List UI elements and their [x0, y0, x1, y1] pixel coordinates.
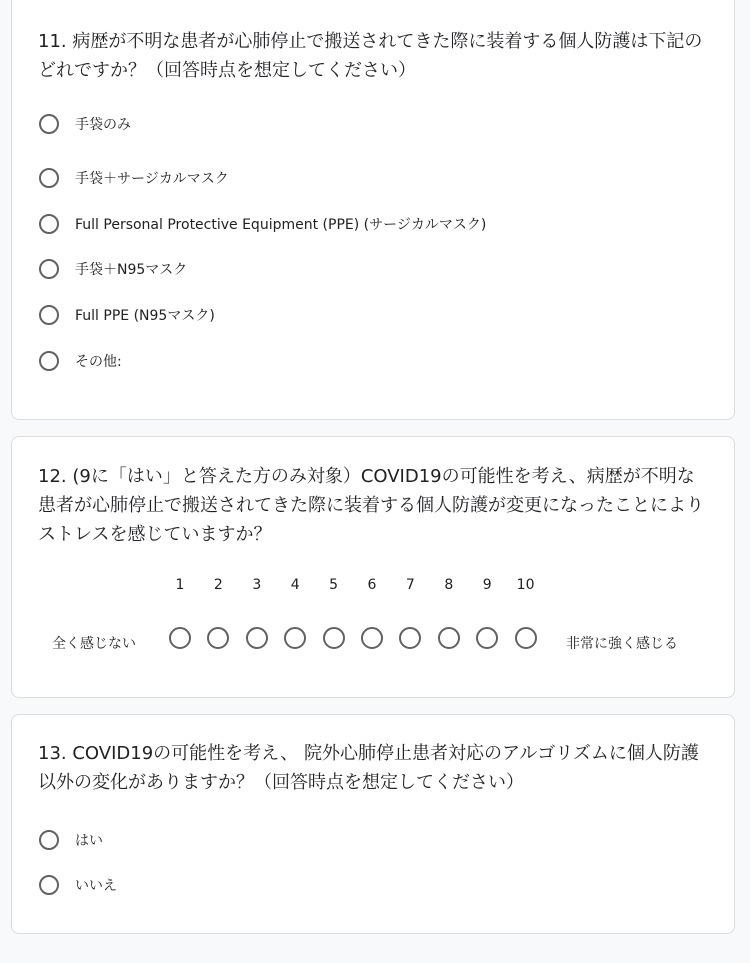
scale-number-1: 1	[175, 577, 185, 593]
option-label: 手袋＋サージカルマスク	[75, 171, 229, 187]
scale-number-10: 10	[516, 577, 535, 593]
radio-button[interactable]	[39, 259, 59, 279]
scale-radio-1[interactable]	[169, 627, 191, 649]
scale-radio-5[interactable]	[323, 627, 345, 649]
scale-radio-4[interactable]	[284, 627, 306, 649]
option-label: 手袋のみ	[75, 117, 131, 133]
scale-radio-10[interactable]	[515, 627, 537, 649]
question-title: 13. COVID19の可能性を考え、 院外心肺停止患者対応のアルゴリズムに個人防護以外の変化がありますか？（回答時点を想定してください）	[38, 743, 699, 793]
question-title: 12. (9に「はい」と答えた方のみ対象）COVID19の可能性を考え、病歴が不明な患者が心肺停止で搬送されてきた際に装着する個人防護が変更になったことによりストレスを感じていますか？	[38, 466, 704, 545]
option-gloves-surgical-mask[interactable]	[39, 165, 229, 191]
scale-number-4: 4	[290, 577, 300, 593]
scale-number-3: 3	[252, 577, 262, 593]
scale-radio-6[interactable]	[361, 627, 383, 649]
radio-button[interactable]	[39, 214, 59, 234]
option-label: 手袋＋N95マスク	[75, 262, 188, 278]
question-card-13	[11, 714, 735, 934]
scale-number-6: 6	[367, 577, 377, 593]
radio-button[interactable]	[39, 168, 59, 188]
option-full-ppe-n95[interactable]	[39, 302, 215, 328]
scale-low-label: 全く感じない	[52, 636, 136, 652]
option-gloves-n95[interactable]	[39, 256, 187, 282]
scale-high-label: 非常に強く感じる	[566, 636, 678, 652]
radio-button[interactable]	[39, 875, 59, 895]
option-label: はい	[75, 833, 103, 849]
scale-radio-8[interactable]	[438, 627, 460, 649]
scale-number-5: 5	[329, 577, 339, 593]
question-title: 11. 病歴が不明な患者が心肺停止で搬送されてきた際に装着する個人防護は下記のどれですか？（回答時点を想定してください）	[38, 31, 703, 81]
scale-number-9: 9	[482, 577, 492, 593]
scale-radio-2[interactable]	[207, 627, 229, 649]
option-label: いいえ	[75, 878, 117, 894]
option-label: Full Personal Protective Equipment (PPE) (サージカルマスク)	[75, 217, 487, 233]
scale-number-7: 7	[405, 577, 415, 593]
scale-number-2: 2	[213, 577, 223, 593]
option-yes[interactable]	[39, 827, 103, 853]
option-other[interactable]	[39, 348, 122, 374]
radio-button[interactable]	[39, 351, 59, 371]
scale-radio-9[interactable]	[476, 627, 498, 649]
radio-button[interactable]	[39, 305, 59, 325]
radio-button[interactable]	[39, 830, 59, 850]
option-label: その他:	[75, 354, 122, 370]
question-card-11	[11, 0, 735, 420]
question-card-12	[11, 436, 735, 698]
option-full-ppe-surgical[interactable]	[39, 211, 486, 237]
scale-radio-7[interactable]	[399, 627, 421, 649]
option-label: Full PPE (N95マスク)	[75, 308, 215, 324]
scale-number-8: 8	[444, 577, 454, 593]
option-gloves-only[interactable]	[39, 111, 131, 137]
scale-radio-3[interactable]	[246, 627, 268, 649]
option-no[interactable]	[39, 872, 117, 898]
radio-button[interactable]	[39, 114, 59, 134]
